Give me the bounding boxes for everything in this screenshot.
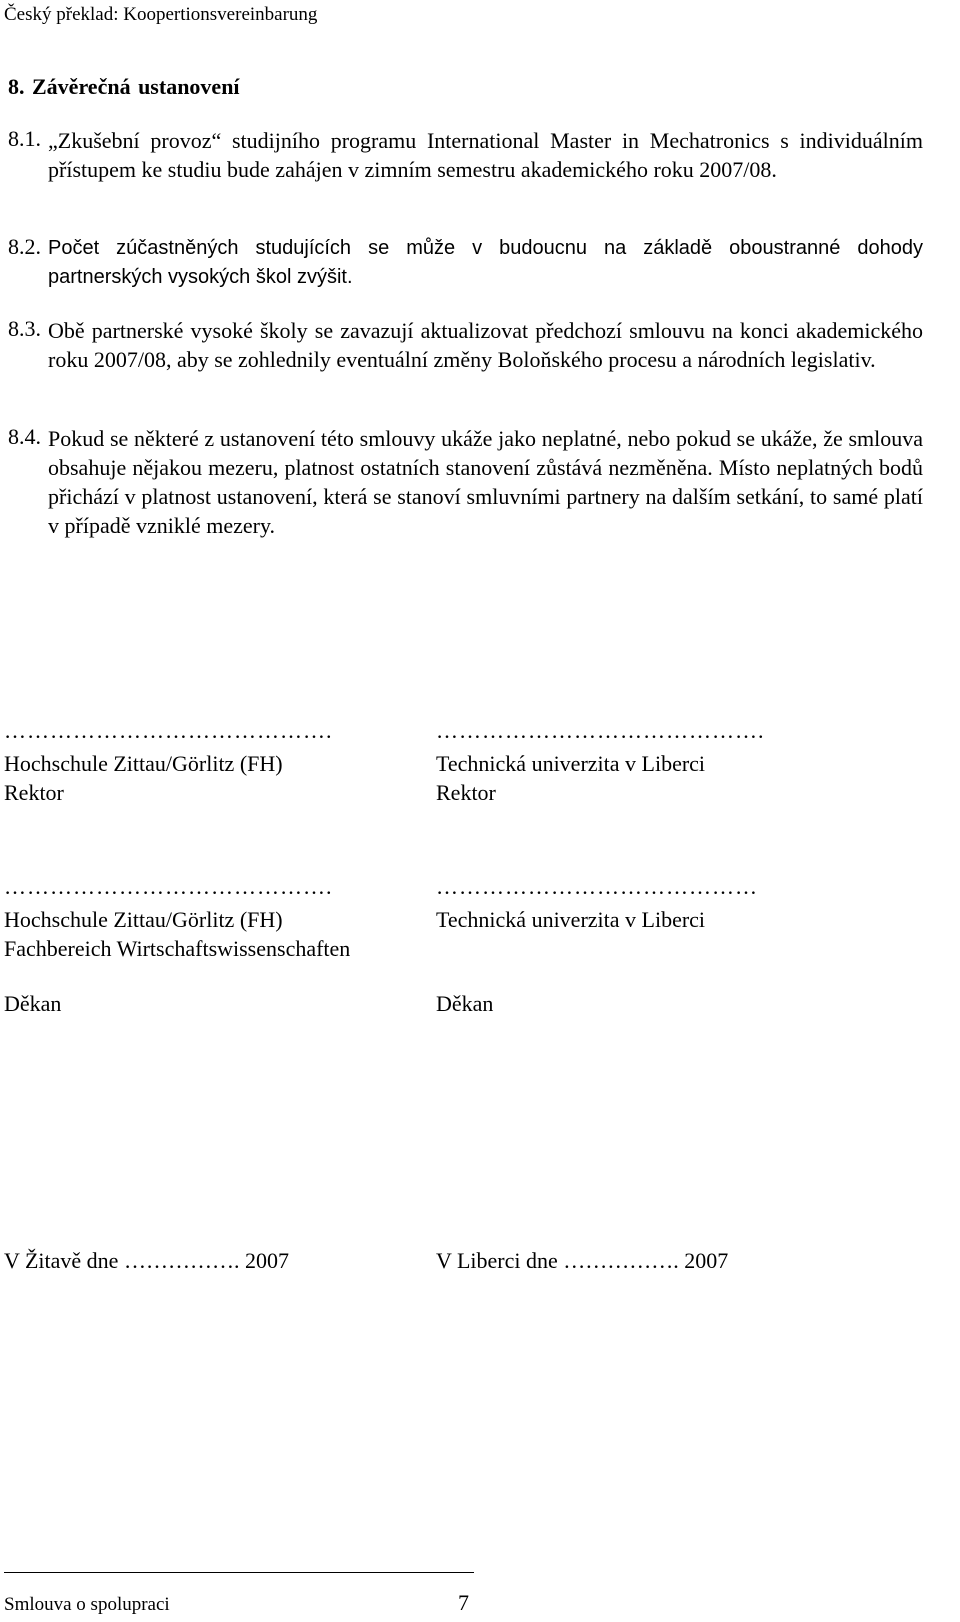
section-title-text: Závěrečná ustanovení xyxy=(32,74,240,99)
date-place-left: V Žitavě dne ……………. 2007 xyxy=(4,1248,289,1273)
signature-block-left xyxy=(4,905,350,1018)
signatory-role: Rektor xyxy=(4,780,64,805)
clause-number: 8.2. xyxy=(8,234,41,259)
signature-line: ……………………………………. xyxy=(4,718,333,743)
signatory-department: Fachbereich Wirtschaftswissenschaften xyxy=(4,936,351,961)
signatory-role: Děkan xyxy=(436,991,494,1016)
footer-title: Smlouva o spolupraci xyxy=(4,1594,170,1615)
signature-block-left xyxy=(4,749,283,807)
clause-number: 8.4. xyxy=(8,424,41,449)
section-number: 8. xyxy=(8,74,25,99)
signatory-institution: Hochschule Zittau/Görlitz (FH) xyxy=(4,751,283,776)
signatory-role: Rektor xyxy=(436,780,496,805)
document-header: Český překlad: Koopertionsvereinbarung xyxy=(4,4,318,25)
clause-text: „Zkušební provoz“ studijního programu International Master in Mechatronics s individuálním přístupem ke studiu bude zahájen v zimním semestru akademického roku 2007/08. xyxy=(48,128,923,182)
signature-line: …………………………………… xyxy=(436,874,758,899)
clause-number: 8.1. xyxy=(8,126,41,151)
footer-rule xyxy=(4,1572,474,1573)
signature-block-right xyxy=(436,905,705,1018)
section-title xyxy=(8,74,240,100)
clause-text: Obě partnerské vysoké školy se zavazují aktualizovat předchozí smlouvu na konci akademického roku 2007/08, aby se zohlednily eventuální změny Boloňského procesu a národních legislativ. xyxy=(48,318,923,372)
date-place-right: V Liberci dne ……………. 2007 xyxy=(436,1248,729,1273)
clause-number: 8.3. xyxy=(8,316,41,341)
signatory-institution: Technická univerzita v Liberci xyxy=(436,907,706,932)
signatory-institution: Technická univerzita v Liberci xyxy=(436,751,706,776)
signatory-institution: Hochschule Zittau/Görlitz (FH) xyxy=(4,907,283,932)
signature-line: ……………………………………. xyxy=(4,874,333,899)
clause-text: Pokud se některé z ustanovení této smlouvy ukáže jako neplatné, nebo pokud se ukáže, že smlouva obsahuje nějakou mezeru, platnost ostatních stanovení zůstává nezměněna. Místo neplatných bodů přichází v platnost ustanovení, která se stanoví smluvními partnery na dalším setkání, to samé platí v případě vzniklé mezery. xyxy=(48,426,923,538)
page-number: 7 xyxy=(458,1590,469,1615)
signatory-role: Děkan xyxy=(4,991,62,1016)
clause-text: Počet zúčastněných studujících se může v budoucnu na základě oboustranné dohody partnerských vysokých škol zvýšit. xyxy=(48,237,923,288)
signature-line: ……………………………………. xyxy=(436,718,765,743)
signature-block-right xyxy=(436,749,705,807)
